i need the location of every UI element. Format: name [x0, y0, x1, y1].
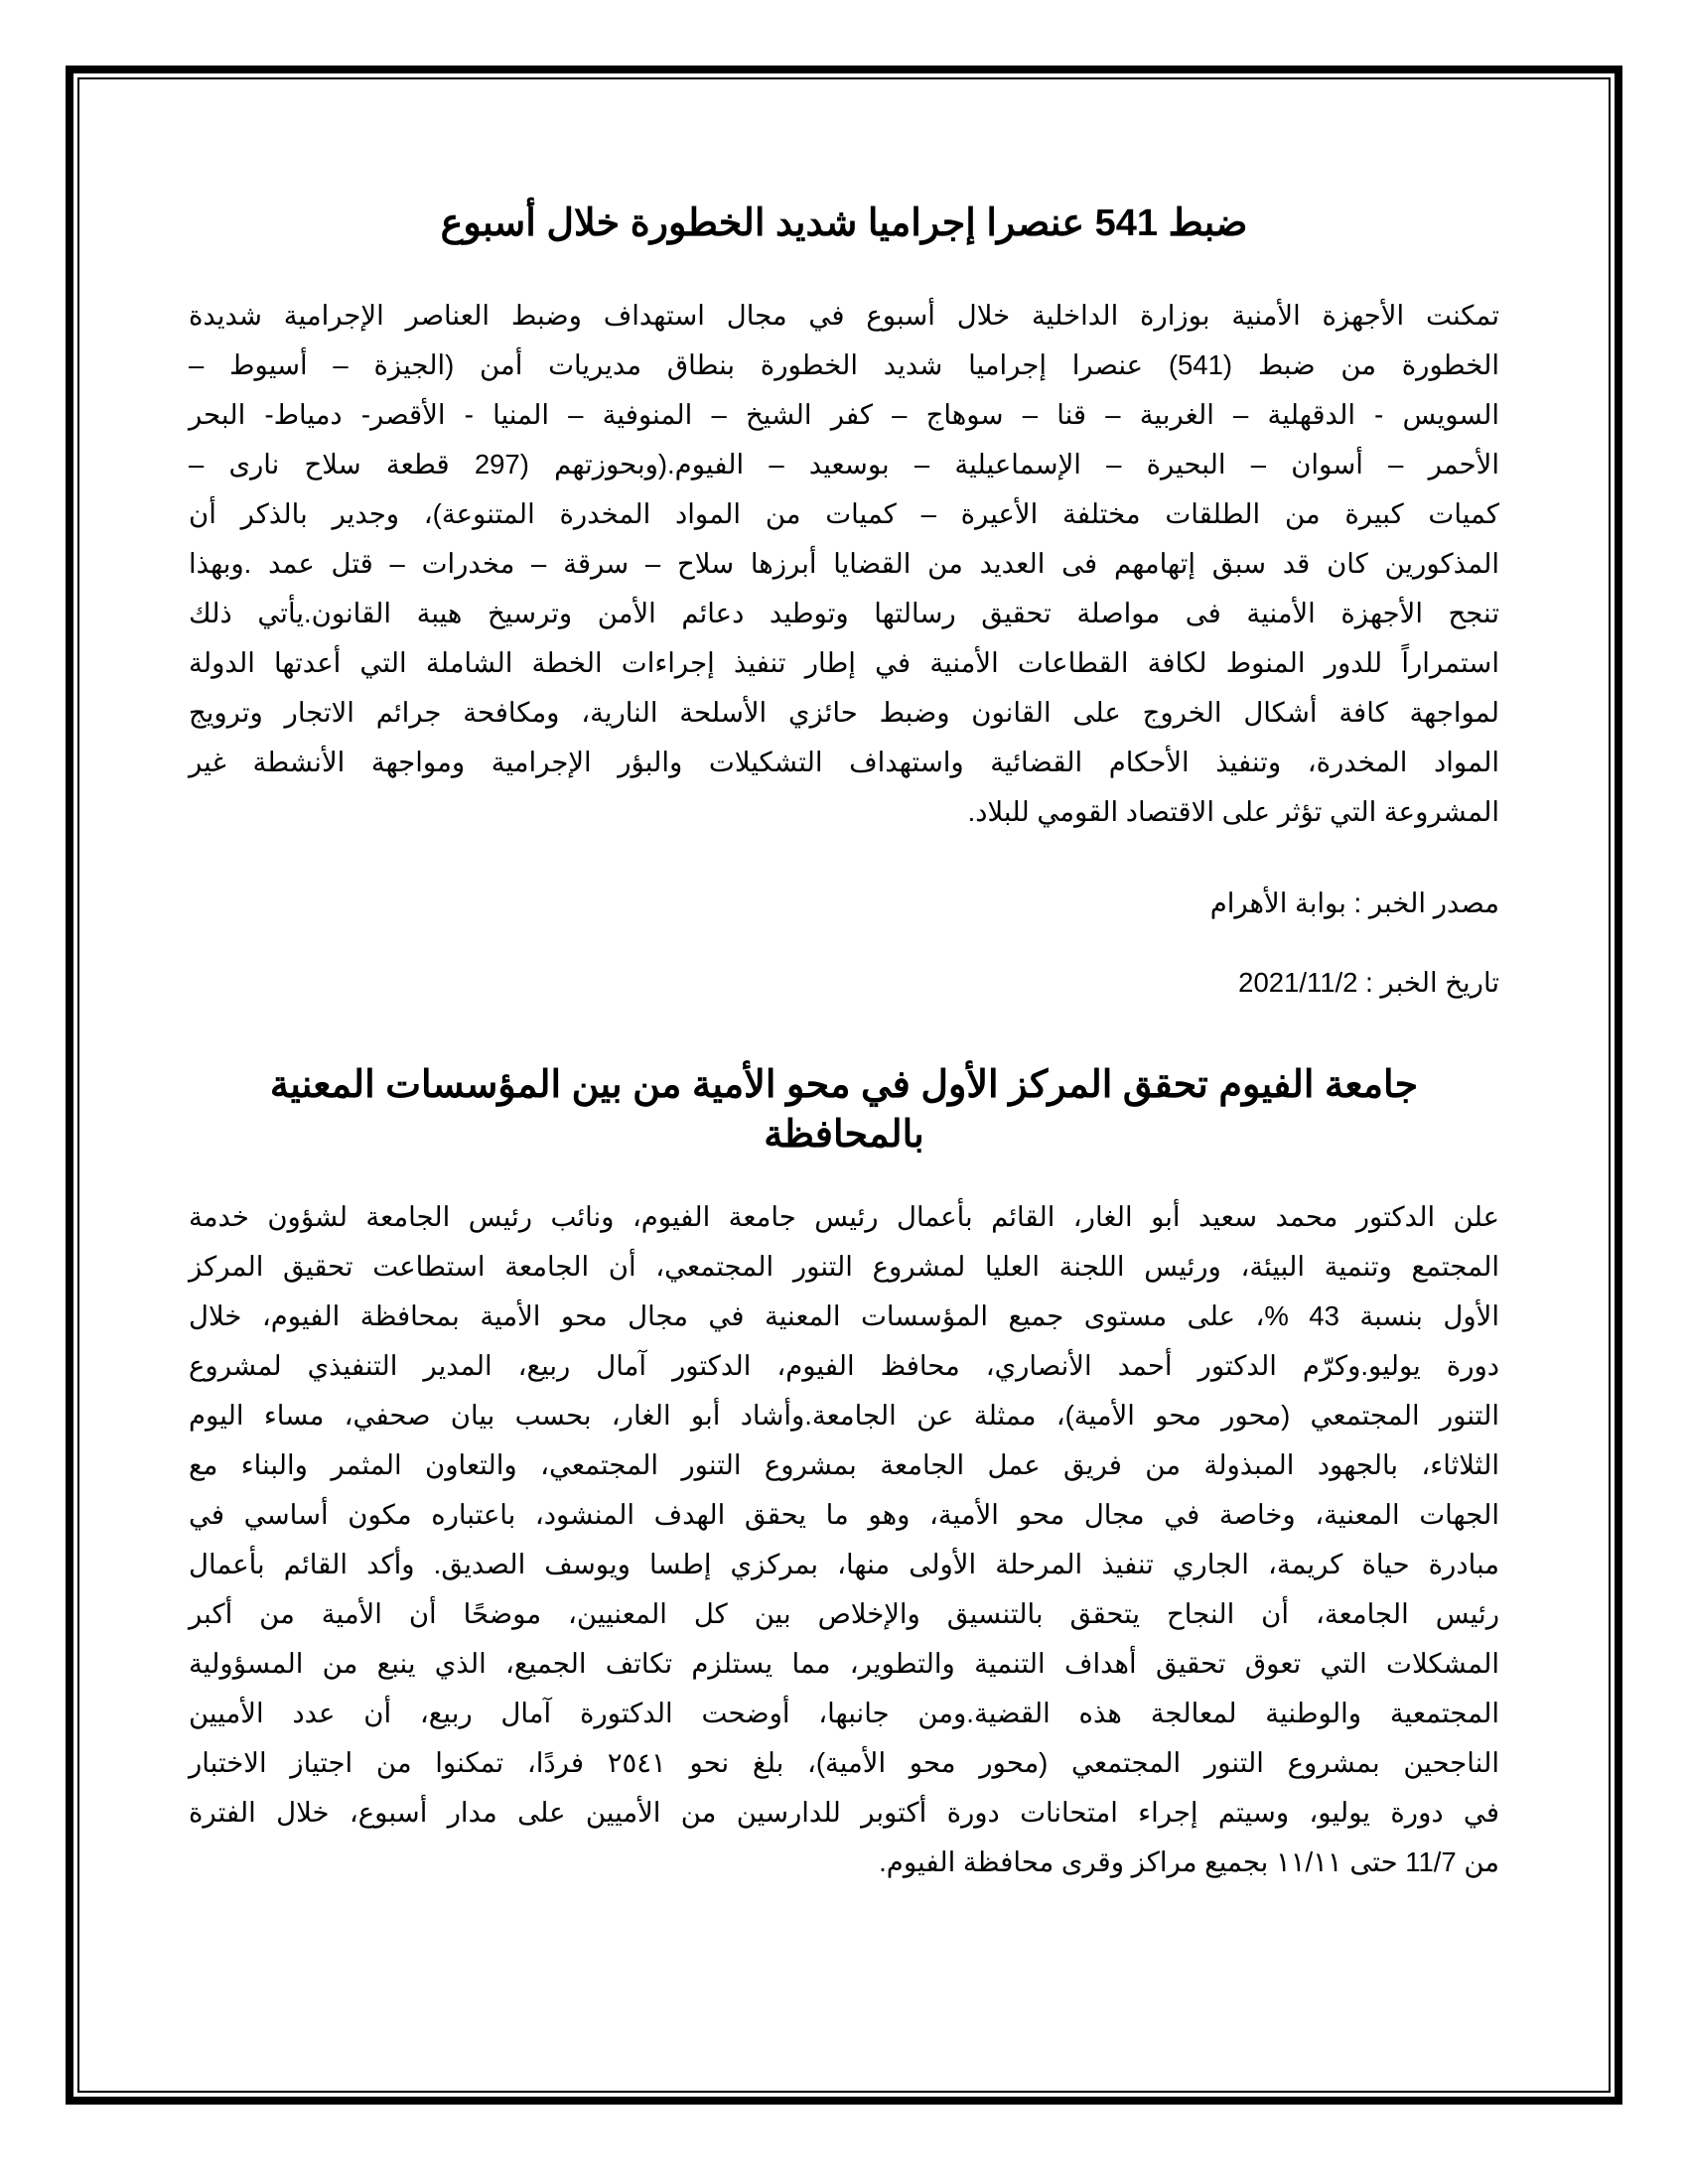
article-2-line: التنور المجتمعي (محور محو الأمية)، ممثلة عن الجامعة.وأشاد أبو الغار، بحسب بيان صحفي، مساء اليوم	[189, 1400, 1499, 1431]
article-1-line: تمكنت الأجهزة الأمنية بوزارة الداخلية خلال أسبوع في مجال استهداف وضبط العناصر الإجرامية شديدة	[189, 300, 1499, 331]
article-2-line: في دورة يوليو، وسيتم إجراء امتحانات دورة أكتوبر للدارسين من الأميين على مدار أسبوع، خلال الفترة	[189, 1797, 1499, 1828]
article-2-title-line: بالمحافظة	[764, 1114, 924, 1156]
article-1-body	[189, 291, 1499, 837]
article-2-line: المشكلات التي تعوق تحقيق أهداف التنمية والتطوير، مما يستلزم تكاتف الجميع، الذي ينبع من المسؤولية	[189, 1648, 1499, 1679]
article-1-line: الخطورة من ضبط (541) عنصرا إجراميا شديد الخطورة بنطاق مديريات أمن (الجيزة – أسيوط –	[189, 349, 1499, 380]
article-1-title: ضبط 541 عنصرا إجراميا شديد الخطورة خلال أسبوع	[440, 203, 1248, 244]
article-2-title	[189, 1060, 1499, 1160]
article-2-line: رئيس الجامعة، أن النجاح يتحقق بالتنسيق والإخلاص بين كل المعنيين، موضحًا أن الأمية من أكبر	[189, 1598, 1499, 1629]
article-2-line: الثلاثاء، بالجهود المبذولة من فريق عمل الجامعة بمشروع التنور المجتمعي، والتعاون المثمر والبناء مع	[189, 1449, 1499, 1480]
article-2-line: الأول بنسبة 43 %، على مستوى جميع المؤسسات المعنية في مجال محو الأمية بمحافظة الفيوم، خلال	[189, 1300, 1499, 1331]
article-1-line: تنجح الأجهزة الأمنية فى مواصلة تحقيق رسالتها وتوطيد دعائم الأمن وترسيخ هيبة القانون.يأتي ذلك	[189, 598, 1499, 628]
article-1-line: السويس - الدقهلية – الغربية – قنا – سوهاج – كفر الشيخ – المنوفية – المنيا - الأقصر- دمياط- البحر	[189, 399, 1499, 430]
article-1-line: الأحمر – أسوان – البحيرة – الإسماعيلية – بوسعيد – الفيوم.(وبحوزتهم (297 قطعة سلاح نارى –	[189, 449, 1499, 479]
article-2-body	[189, 1192, 1499, 1887]
article-1-date: تاريخ الخبر : 2021/11/2	[1238, 967, 1499, 998]
article-1-line: لمواجهة كافة أشكال الخروج على القانون وضبط حائزي الأسلحة النارية، ومكافحة جرائم الاتجار وترويج	[189, 697, 1499, 728]
article-2-line: المجتمع وتنمية البيئة، ورئيس اللجنة العليا لمشروع التنور المجتمعي، أن الجامعة استطاعت تحقيق المركز	[189, 1251, 1499, 1282]
article-1-line: كميات كبيرة من الطلقات مختلفة الأعيرة – كميات من المواد المخدرة المتنوعة)، وجدير بالذكر أن	[189, 498, 1499, 529]
article-2-title-line: جامعة الفيوم تحقق المركز الأول في محو الأمية من بين المؤسسات المعنية	[269, 1064, 1419, 1106]
article-1-line: المواد المخدرة، وتنفيذ الأحكام القضائية واستهداف التشكيلات والبؤر الإجرامية ومواجهة الأنشطة غير	[189, 747, 1499, 777]
article-1-source: مصدر الخبر : بوابة الأهرام	[1209, 887, 1499, 918]
article-1-line: استمراراً للدور المنوط لكافة القطاعات الأمنية في إطار تنفيذ إجراءات الخطة الشاملة التي أعدتها الدولة	[189, 647, 1499, 678]
article-2-line: المجتمعية والوطنية لمعالجة هذه القضية.ومن جانبها، أوضحت الدكتورة آمال ربيع، أن عدد الأميين	[189, 1698, 1499, 1728]
article-2-line: الجهات المعنية، وخاصة في مجال محو الأمية، وهو ما يحقق الهدف المنشود، باعتباره مكون أساسي في	[189, 1499, 1499, 1530]
article-2-line: الناجحين بمشروع التنور المجتمعي (محور محو الأمية)، بلغ نحو ٢٥٤١ فردًا، تمكنوا من اجتياز الاختبار	[189, 1747, 1499, 1778]
article-2-line: دورة يوليو.وكرّم الدكتور أحمد الأنصاري، محافظ الفيوم، الدكتور آمال ربيع، المدير التنفيذي لمشروع	[189, 1350, 1499, 1381]
article-1-line: المذكورين كان قد سبق إتهامهم فى العديد من القضايا أبرزها سلاح – سرقة – مخدرات – قتل عمد .وبهذا	[189, 548, 1499, 579]
article-2-line: مبادرة حياة كريمة، الجاري تنفيذ المرحلة الأولى منها، بمركزي إطسا ويوسف الصديق. وأكد القائم بأعمال	[189, 1549, 1499, 1579]
article-2-line: من 11/7 حتى ١١/١١ بجميع مراكز وقرى محافظة الفيوم.	[879, 1846, 1499, 1877]
article-1-line: المشروعة التي تؤثر على الاقتصاد القومي للبلاد.	[967, 796, 1499, 827]
article-2-line: علن الدكتور محمد سعيد أبو الغار، القائم بأعمال رئيس جامعة الفيوم، ونائب رئيس الجامعة لشؤون خدمة	[189, 1201, 1499, 1232]
